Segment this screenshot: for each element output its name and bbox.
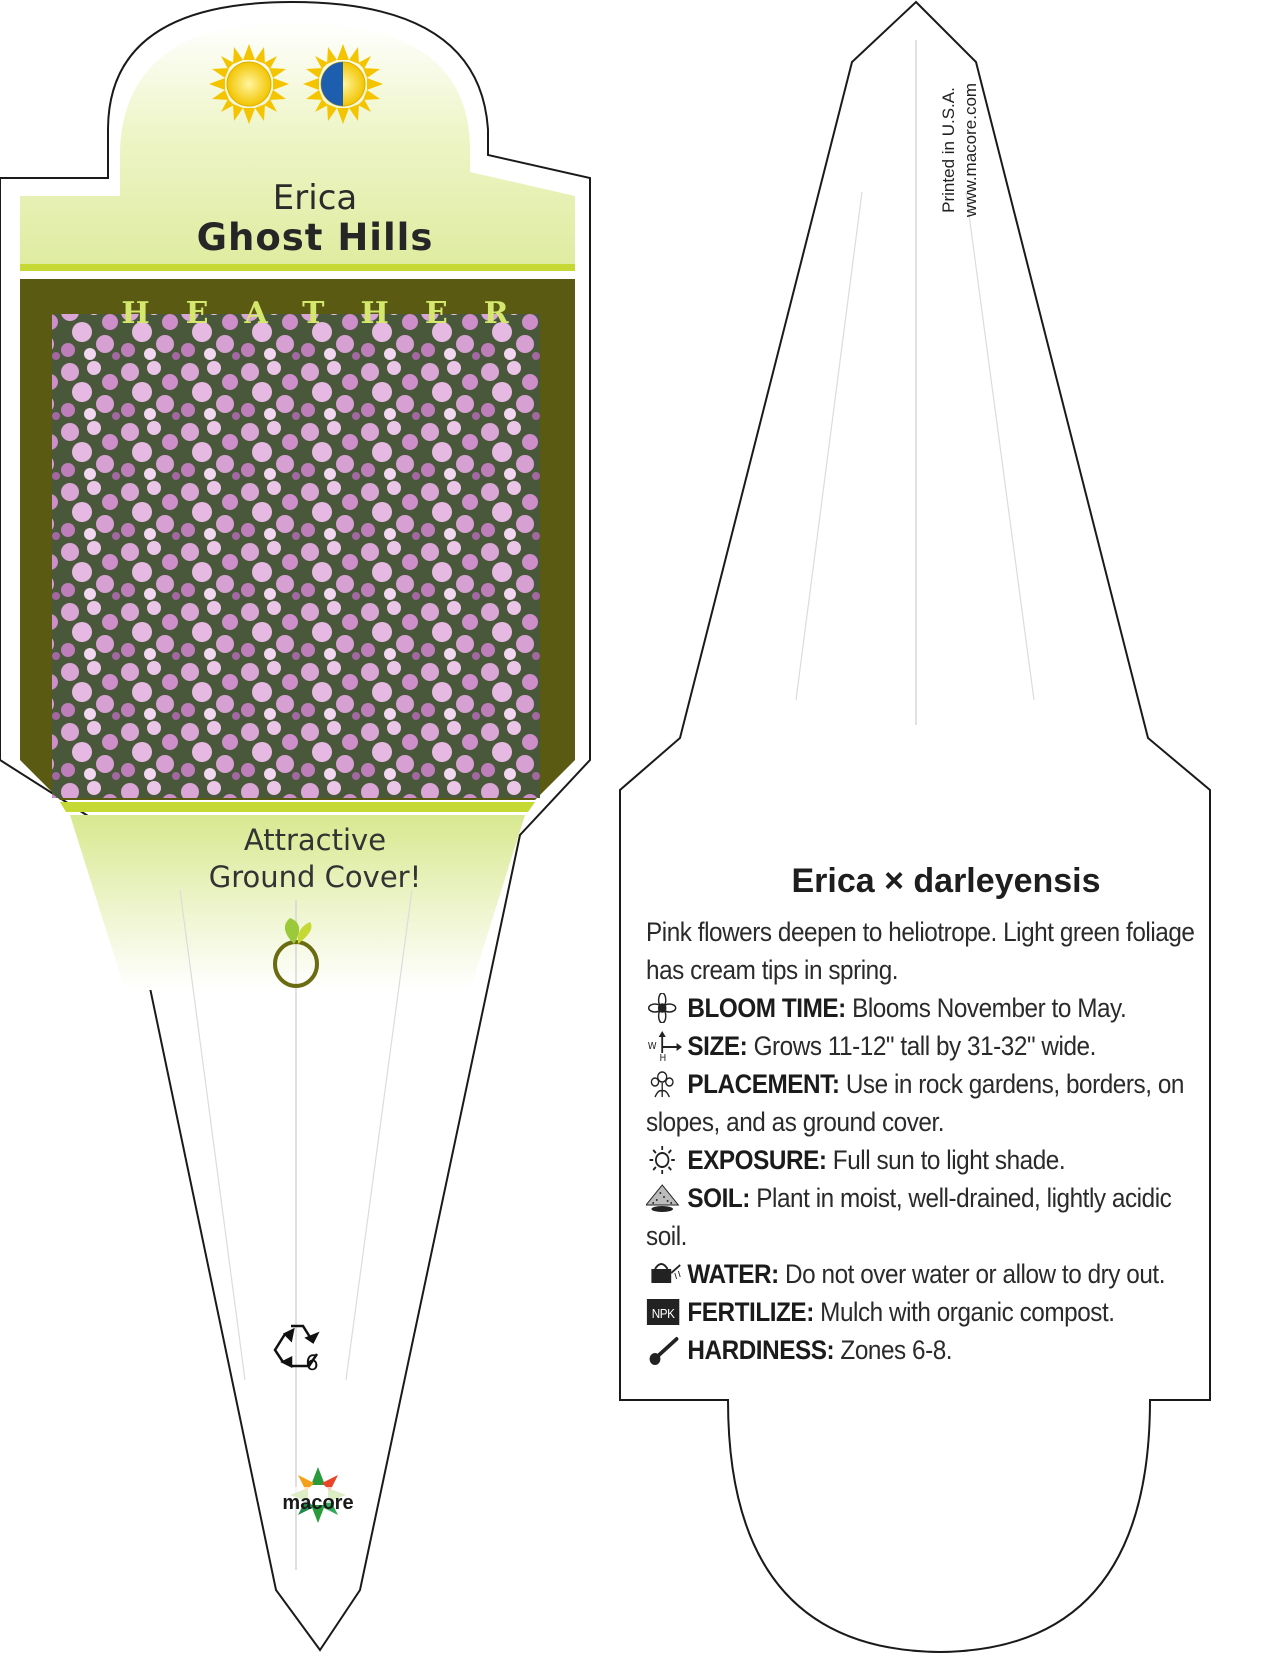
water-label: WATER:: [687, 1259, 779, 1289]
fertilize-label: FERTILIZE:: [687, 1297, 814, 1327]
placement-row: [646, 1065, 1204, 1141]
watering-can-icon: [646, 1259, 682, 1289]
npk-icon: [646, 1297, 682, 1327]
placement-icon: [646, 1069, 682, 1099]
tagline: [20, 822, 610, 896]
soil-icon: [646, 1183, 682, 1213]
sun-outline-icon: [646, 1145, 682, 1175]
printed-line-1: Printed in U.S.A.: [939, 87, 958, 213]
part-sun-icon: [303, 44, 383, 124]
printed-line-2: www.macore.com: [961, 82, 980, 218]
bloom-time-row: [646, 989, 1204, 1027]
fertilize-row: [646, 1293, 1204, 1331]
back-tag-outline: [620, 2, 1210, 1652]
fertilize-value: Mulch with organic compost.: [820, 1297, 1115, 1327]
genus-title: Erica: [272, 178, 358, 218]
soil-label: SOIL:: [687, 1183, 750, 1213]
exposure-value: Full sun to light shade.: [832, 1145, 1066, 1175]
size-label: SIZE:: [687, 1031, 748, 1061]
npk-text: NPK: [651, 1306, 675, 1322]
placement-value: Use in rock gardens, borders, on slopes, and as ground cover.: [646, 1069, 1184, 1137]
size-row: [646, 1027, 1204, 1065]
soil-row: [646, 1179, 1204, 1255]
hardiness-row: [646, 1331, 1204, 1369]
exposure-row: [646, 1141, 1204, 1179]
size-icon-h: H: [659, 1052, 666, 1061]
hardiness-label: HARDINESS:: [687, 1335, 835, 1365]
category-label: HEATHER: [121, 296, 545, 331]
placement-label: PLACEMENT:: [687, 1069, 840, 1099]
water-value: Do not over water or allow to dry out.: [785, 1259, 1166, 1289]
flower-icon: [646, 993, 682, 1023]
exposure-label: EXPOSURE:: [687, 1145, 827, 1175]
tagline-line-1: Attractive: [243, 823, 387, 857]
recycle-number: 6: [305, 1351, 319, 1375]
species-name: Erica × darleyensis: [791, 862, 1101, 900]
hardiness-value: Zones 6-8.: [840, 1335, 953, 1365]
care-info: [646, 862, 1206, 1369]
water-row: [646, 1255, 1204, 1293]
bloom-label: BLOOM TIME:: [687, 993, 846, 1023]
cultivar-title: Ghost Hills: [196, 216, 434, 259]
printed-info: [938, 60, 982, 240]
full-sun-icon: [209, 44, 289, 124]
description: Pink flowers deepen to heliotrope. Light green foliage has cream tips in spring.: [646, 917, 1195, 985]
size-icon-w: W: [647, 1040, 657, 1053]
tagline-line-2: Ground Cover!: [208, 860, 422, 894]
brand-name: macore: [282, 1492, 354, 1514]
size-value: Grows 11-12" tall by 31-32" wide.: [753, 1031, 1096, 1061]
size-icon: [646, 1031, 682, 1061]
soil-value: Plant in moist, well-drained, lightly acidic soil.: [646, 1183, 1172, 1251]
thermometer-icon: [646, 1335, 682, 1365]
bloom-value: Blooms November to May.: [852, 993, 1127, 1023]
